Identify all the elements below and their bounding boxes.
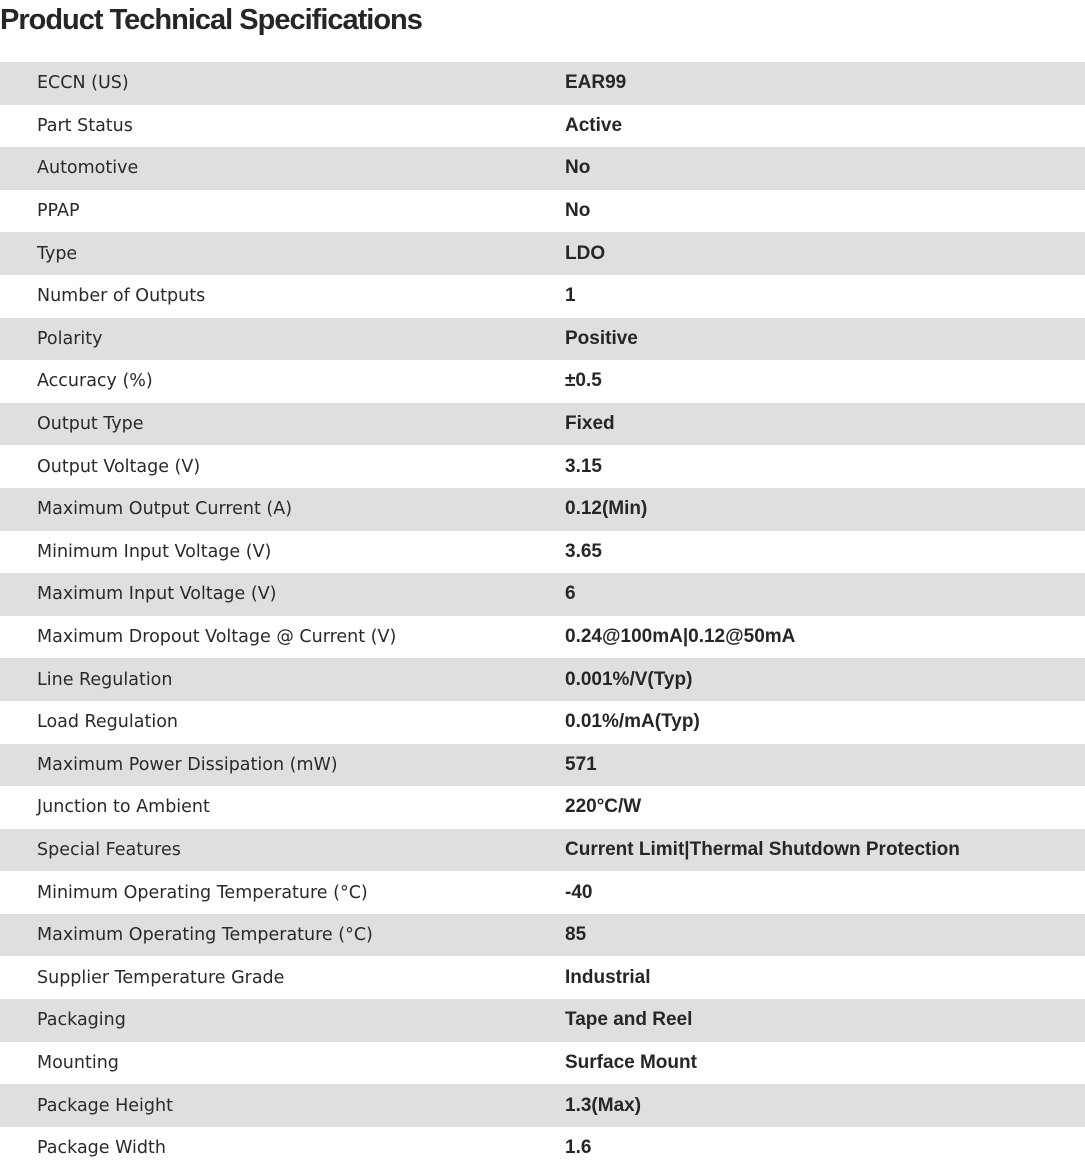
spec-value: 0.01%/mA(Typ) xyxy=(565,701,1085,744)
spec-value: EAR99 xyxy=(565,62,1085,105)
spec-value: -40 xyxy=(565,871,1085,914)
spec-row xyxy=(0,318,1085,361)
spec-label: Automotive xyxy=(0,147,565,190)
spec-label: Number of Outputs xyxy=(0,275,565,318)
spec-label: Maximum Input Voltage (V) xyxy=(0,573,565,616)
spec-value: 0.001%/V(Typ) xyxy=(565,658,1085,701)
spec-row xyxy=(0,1084,1085,1127)
spec-row xyxy=(0,445,1085,488)
spec-row xyxy=(0,275,1085,318)
spec-row xyxy=(0,914,1085,957)
spec-row xyxy=(0,360,1085,403)
spec-value: Surface Mount xyxy=(565,1042,1085,1085)
spec-row xyxy=(0,403,1085,446)
spec-value: 1.3(Max) xyxy=(565,1084,1085,1127)
spec-label: Line Regulation xyxy=(0,658,565,701)
spec-label: Output Voltage (V) xyxy=(0,445,565,488)
spec-label: Mounting xyxy=(0,1042,565,1085)
spec-value: Active xyxy=(565,105,1085,148)
spec-label: Maximum Operating Temperature (°C) xyxy=(0,914,565,957)
spec-value: 85 xyxy=(565,914,1085,957)
spec-value: 220°C/W xyxy=(565,786,1085,829)
specs-table-body xyxy=(0,62,1085,1169)
spec-value: LDO xyxy=(565,232,1085,275)
spec-row xyxy=(0,999,1085,1042)
spec-value: No xyxy=(565,190,1085,233)
spec-label: Junction to Ambient xyxy=(0,786,565,829)
spec-label: Maximum Output Current (A) xyxy=(0,488,565,531)
spec-row xyxy=(0,956,1085,999)
spec-label: Maximum Dropout Voltage @ Current (V) xyxy=(0,616,565,659)
spec-label: Minimum Input Voltage (V) xyxy=(0,531,565,574)
spec-row xyxy=(0,190,1085,233)
spec-value: 1.6 xyxy=(565,1127,1085,1169)
spec-row xyxy=(0,531,1085,574)
spec-row xyxy=(0,573,1085,616)
spec-row xyxy=(0,616,1085,659)
spec-row xyxy=(0,232,1085,275)
spec-label: Special Features xyxy=(0,829,565,872)
spec-row xyxy=(0,147,1085,190)
spec-label: Accuracy (%) xyxy=(0,360,565,403)
spec-row xyxy=(0,871,1085,914)
spec-value: Tape and Reel xyxy=(565,999,1085,1042)
spec-label: PPAP xyxy=(0,190,565,233)
spec-label: Polarity xyxy=(0,318,565,361)
spec-row xyxy=(0,829,1085,872)
spec-label: Load Regulation xyxy=(0,701,565,744)
spec-row xyxy=(0,488,1085,531)
spec-label: Packaging xyxy=(0,999,565,1042)
spec-row xyxy=(0,658,1085,701)
spec-label: Package Height xyxy=(0,1084,565,1127)
spec-row xyxy=(0,62,1085,105)
spec-value: 0.24@100mA|0.12@50mA xyxy=(565,616,1085,659)
spec-value: 571 xyxy=(565,744,1085,787)
spec-value: 3.15 xyxy=(565,445,1085,488)
spec-value: Fixed xyxy=(565,403,1085,446)
spec-row xyxy=(0,105,1085,148)
specs-table xyxy=(0,62,1085,1169)
spec-label: Minimum Operating Temperature (°C) xyxy=(0,871,565,914)
spec-label: ECCN (US) xyxy=(0,62,565,105)
spec-value: 1 xyxy=(565,275,1085,318)
spec-value: 3.65 xyxy=(565,531,1085,574)
spec-row xyxy=(0,744,1085,787)
spec-label: Output Type xyxy=(0,403,565,446)
spec-row xyxy=(0,786,1085,829)
spec-label: Type xyxy=(0,232,565,275)
spec-label: Package Width xyxy=(0,1127,565,1169)
spec-value: Industrial xyxy=(565,956,1085,999)
spec-label: Maximum Power Dissipation (mW) xyxy=(0,744,565,787)
spec-row xyxy=(0,1042,1085,1085)
spec-value: No xyxy=(565,147,1085,190)
spec-label: Part Status xyxy=(0,105,565,148)
spec-value: 6 xyxy=(565,573,1085,616)
spec-value: 0.12(Min) xyxy=(565,488,1085,531)
spec-value: Positive xyxy=(565,318,1085,361)
spec-row xyxy=(0,1127,1085,1169)
spec-value: ±0.5 xyxy=(565,360,1085,403)
spec-value: Current Limit|Thermal Shutdown Protection xyxy=(565,829,1085,872)
spec-row xyxy=(0,701,1085,744)
spec-label: Supplier Temperature Grade xyxy=(0,956,565,999)
page-title: Product Technical Specifications xyxy=(0,4,422,36)
